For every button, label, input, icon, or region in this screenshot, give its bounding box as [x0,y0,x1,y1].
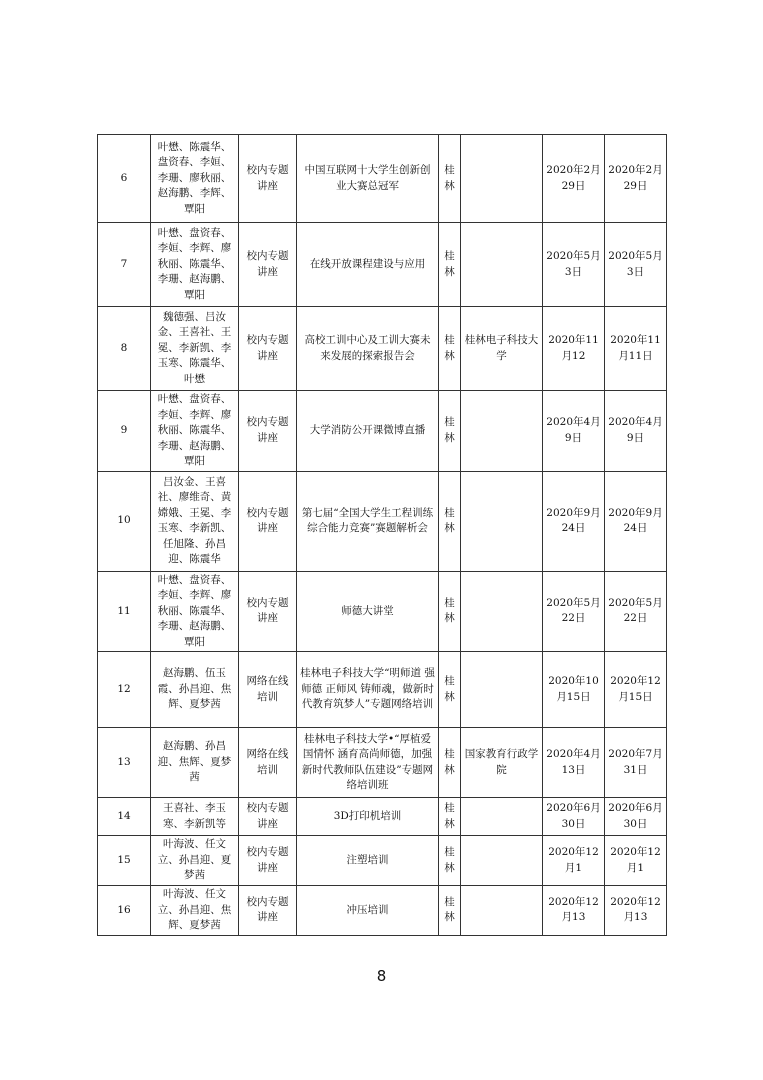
training-type-cell: 校内专题讲座 [239,135,297,223]
end-date-cell: 2020年12月1 [605,836,667,886]
participants-cell: 叶懋、盘资春、李姮、李辉、廖秋丽、陈震华、李珊、赵海鹏、覃阳 [151,391,239,472]
row-number-cell: 13 [98,728,151,798]
start-date-cell: 2020年4月13日 [543,728,605,798]
participants-cell: 叶海波、任文立、孙昌迎、夏梦茜 [151,836,239,886]
end-date-cell: 2020年7月31日 [605,728,667,798]
start-date-cell: 2020年6月30日 [543,798,605,836]
start-date-cell: 2020年2月29日 [543,135,605,223]
organizer-cell [461,886,543,936]
end-date-cell: 2020年6月30日 [605,798,667,836]
location-cell: 桂林 [439,886,461,936]
location-cell: 桂林 [439,836,461,886]
location-cell: 桂林 [439,307,461,391]
participants-cell: 赵海鹏、孙昌迎、焦辉、夏梦茜 [151,728,239,798]
row-number-cell: 6 [98,135,151,223]
row-number-cell: 12 [98,652,151,728]
location-cell: 桂林 [439,798,461,836]
table-row [98,135,667,223]
start-date-cell: 2020年5月22日 [543,571,605,652]
training-type-cell: 校内专题讲座 [239,391,297,472]
end-date-cell: 2020年2月29日 [605,135,667,223]
training-title-cell: 中国互联网十大学生创新创业大赛总冠军 [297,135,439,223]
training-title-cell: 大学消防公开课微博直播 [297,391,439,472]
end-date-cell: 2020年5月3日 [605,223,667,307]
location-cell: 桂林 [439,223,461,307]
row-number-cell: 9 [98,391,151,472]
row-number-cell: 11 [98,571,151,652]
training-title-cell: 师德大讲堂 [297,571,439,652]
row-number-cell: 14 [98,798,151,836]
end-date-cell: 2020年12月13 [605,886,667,936]
end-date-cell: 2020年12月15日 [605,652,667,728]
location-cell: 桂林 [439,471,461,571]
start-date-cell: 2020年10月15日 [543,652,605,728]
participants-cell: 吕汝金、王喜社、廖维奇、黄嫦娥、王冕、李玉寒、李新凯、任旭隆、孙昌迎、陈震华 [151,471,239,571]
location-cell: 桂林 [439,571,461,652]
start-date-cell: 2020年11月12 [543,307,605,391]
start-date-cell: 2020年4月9日 [543,391,605,472]
organizer-cell [461,391,543,472]
end-date-cell: 2020年4月9日 [605,391,667,472]
participants-cell: 王喜社、李玉寒、李新凯等 [151,798,239,836]
organizer-cell: 桂林电子科技大学 [461,307,543,391]
organizer-cell [461,798,543,836]
table-row [98,728,667,798]
table-row [98,571,667,652]
training-table [97,134,667,936]
table-row [98,652,667,728]
training-type-cell: 网络在线培训 [239,728,297,798]
organizer-cell [461,571,543,652]
training-title-cell: 桂林电子科技大学•“厚植爱国情怀 涵育高尚师德，加强新时代教师队伍建设”专题网络培训班 [297,728,439,798]
training-title-cell: 3D打印机培训 [297,798,439,836]
location-cell: 桂林 [439,135,461,223]
training-type-cell: 校内专题讲座 [239,223,297,307]
organizer-cell [461,223,543,307]
row-number-cell: 8 [98,307,151,391]
row-number-cell: 16 [98,886,151,936]
row-number-cell: 7 [98,223,151,307]
location-cell: 桂林 [439,391,461,472]
participants-cell: 赵海鹏、伍玉霞、孙昌迎、焦辉、夏梦茜 [151,652,239,728]
start-date-cell: 2020年12月1 [543,836,605,886]
training-title-cell: 在线开放课程建设与应用 [297,223,439,307]
organizer-cell [461,652,543,728]
training-type-cell: 校内专题讲座 [239,307,297,391]
training-type-cell: 校内专题讲座 [239,471,297,571]
end-date-cell: 2020年5月22日 [605,571,667,652]
end-date-cell: 2020年9月24日 [605,471,667,571]
training-title-cell: 桂林电子科技大学“明师道 强师德 正师风 铸师魂，做新时代教育筑梦人”专题网络培训 [297,652,439,728]
participants-cell: 叶懋、盘资春、李姮、李辉、廖秋丽、陈震华、李珊、赵海鹏、覃阳 [151,571,239,652]
location-cell: 桂林 [439,728,461,798]
table-row [98,798,667,836]
start-date-cell: 2020年5月3日 [543,223,605,307]
training-type-cell: 校内专题讲座 [239,836,297,886]
organizer-cell [461,135,543,223]
training-type-cell: 校内专题讲座 [239,798,297,836]
row-number-cell: 15 [98,836,151,886]
training-type-cell: 校内专题讲座 [239,886,297,936]
table-row [98,886,667,936]
participants-cell: 叶海波、任文立、孙昌迎、焦辉、夏梦茜 [151,886,239,936]
page-number: 8 [376,967,387,985]
location-cell: 桂林 [439,652,461,728]
organizer-cell [461,471,543,571]
participants-cell: 魏德强、吕汝金、王喜社、王冕、李新凯、李玉寒、陈震华、叶懋 [151,307,239,391]
row-number-cell: 10 [98,471,151,571]
training-type-cell: 网络在线培训 [239,652,297,728]
end-date-cell: 2020年11月11日 [605,307,667,391]
training-title-cell: 冲压培训 [297,886,439,936]
training-type-cell: 校内专题讲座 [239,571,297,652]
table-row [98,836,667,886]
training-title-cell: 注塑培训 [297,836,439,886]
table-body [98,135,667,936]
training-title-cell: 第七届“全国大学生工程训练综合能力竞赛”赛题解析会 [297,471,439,571]
table-row [98,471,667,571]
organizer-cell: 国家教育行政学院 [461,728,543,798]
table-row [98,307,667,391]
start-date-cell: 2020年12月13 [543,886,605,936]
start-date-cell: 2020年9月24日 [543,471,605,571]
table-row [98,391,667,472]
organizer-cell [461,836,543,886]
training-title-cell: 高校工训中心及工训大赛未来发展的探索报告会 [297,307,439,391]
participants-cell: 叶懋、盘资春、李姮、李辉、廖秋丽、陈震华、李珊、赵海鹏、覃阳 [151,223,239,307]
table-row [98,223,667,307]
participants-cell: 叶懋、陈震华、盘资春、李姮、李珊、廖秋丽、赵海鹏、李辉、覃阳 [151,135,239,223]
